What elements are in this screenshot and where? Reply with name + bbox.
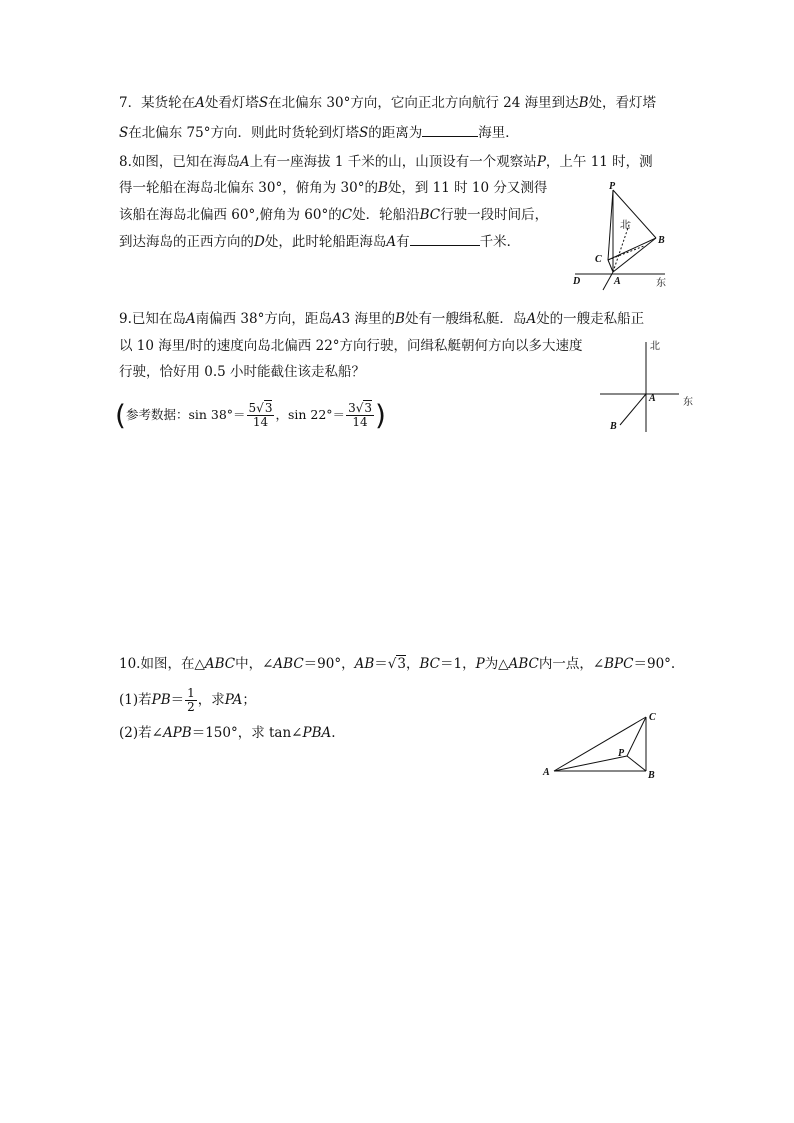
var: BPC [604, 656, 634, 672]
line-south [603, 272, 613, 290]
q7-line-2 [119, 123, 519, 143]
numerator: 1 [187, 686, 195, 700]
var: A [526, 311, 537, 327]
var: S [358, 125, 369, 141]
line-ca [608, 260, 613, 272]
text: 中，∠ [235, 656, 274, 672]
text: 为△ [484, 656, 509, 672]
var: P [536, 154, 546, 170]
label-d: D [573, 276, 581, 287]
text: 在北偏东 75°方向．则此时货轮到灯塔 [128, 125, 359, 141]
denominator: 14 [252, 415, 269, 429]
label-p: P [618, 748, 625, 759]
var: ABC [204, 656, 236, 672]
denominator: 2 [187, 700, 195, 714]
var: A [331, 311, 342, 327]
var: PBA [302, 725, 332, 741]
var: A [239, 154, 250, 170]
text: 千米． [479, 234, 521, 250]
text: ＝150°，求 tan∠ [191, 725, 303, 741]
paren-open: ( [115, 398, 126, 432]
label-east: 东 [656, 278, 666, 289]
var: D [254, 234, 265, 250]
q10-line-3 [119, 723, 336, 743]
label-b: B [610, 421, 617, 432]
var: B [377, 180, 388, 196]
text: 9.已知在岛 [119, 311, 186, 327]
q8-line-1 [119, 152, 653, 172]
text: ，上午 11 时，测 [545, 154, 653, 170]
var: ABC [273, 656, 304, 672]
label-east: 东 [683, 397, 693, 408]
radicand: 3 [397, 656, 406, 672]
var: AB [354, 656, 375, 672]
text: ，求 [197, 692, 225, 708]
text: ，sin 22°＝ [275, 407, 346, 422]
var: S [119, 125, 129, 141]
text: 处看灯塔 [204, 95, 259, 111]
label-c: C [649, 712, 656, 723]
text: 以 10 海里/时的速度向岛北偏西 22°方向行驶，问缉私艇朝何方向以多大速度 [119, 338, 583, 354]
var: PA [224, 692, 243, 708]
text: 7．某货轮在 [119, 95, 196, 111]
fraction [185, 687, 197, 714]
text: 在北偏东 30°方向，它向正北方向航行 24 海里到达 [268, 95, 579, 111]
var: PB [151, 692, 171, 708]
text: 处的一艘走私船正 [536, 311, 645, 327]
text: 处，到 11 时 10 分又测得 [387, 180, 548, 196]
text: 的距离为 [368, 125, 423, 141]
var: BC [419, 656, 440, 672]
sqrt-sign: √ [387, 656, 397, 672]
q8-figure [570, 180, 680, 292]
text: 10.如图，在△ [119, 656, 205, 672]
label-a: A [614, 276, 621, 287]
line-ap [554, 756, 627, 771]
q7-line-1 [119, 93, 656, 113]
paren-close: ) [375, 398, 386, 432]
line-ac [554, 717, 646, 771]
label-c: C [595, 254, 602, 265]
text: 有 [396, 234, 410, 250]
text: ； [242, 692, 256, 708]
label-p: P [609, 181, 616, 192]
line-pc [608, 190, 613, 260]
answer-blank[interactable] [422, 123, 478, 137]
text: 内一点，∠ [538, 656, 605, 672]
q9-figure [594, 337, 704, 437]
text: 海里． [478, 125, 519, 141]
text: 得一轮船在海岛北偏东 30°，俯角为 30°的 [119, 180, 378, 196]
label-a: A [649, 393, 656, 404]
q8-line-2 [119, 178, 547, 198]
label-north: 北 [620, 220, 630, 231]
line-ab [620, 394, 646, 425]
q9-reference-data [115, 398, 386, 432]
var: A [386, 234, 397, 250]
var: B [395, 311, 405, 327]
text: (2)若∠ [119, 725, 163, 741]
text: ＝ [374, 656, 388, 672]
text: ＝90°. [633, 656, 676, 672]
text: 3 海里的 [341, 311, 396, 327]
text: 8.如图，已知在海岛 [119, 154, 240, 170]
text: 行驶，恰好用 0.5 小时能截住该走私船？ [119, 364, 366, 380]
label-b: B [658, 235, 665, 246]
text: 处，看灯塔 [588, 95, 656, 111]
radicand: 3 [264, 401, 273, 415]
q10-line-2 [119, 687, 256, 714]
label-a: A [543, 767, 550, 778]
denominator: 14 [352, 415, 368, 429]
text: ＝ [170, 692, 185, 708]
text: ， [405, 656, 420, 672]
radicand: 3 [364, 401, 372, 415]
coef: 5 [248, 401, 257, 415]
text: 到达海岛的正西方向的 [119, 234, 254, 250]
text: 处，此时轮船距海岛 [264, 234, 387, 250]
text: 上有一座海拔 1 千米的山，山顶设有一个观察站 [249, 154, 537, 170]
text: 该船在海岛北偏西 60°,俯角为 60°的 [119, 207, 342, 223]
text: (1)若 [119, 692, 152, 708]
label-b: B [648, 770, 655, 781]
text: 南偏西 38°方向，距岛 [195, 311, 332, 327]
var: BC [419, 207, 441, 223]
var: ABC [508, 656, 539, 672]
var: A [195, 95, 205, 111]
var: APB [162, 725, 192, 741]
q9-line-3 [119, 362, 365, 382]
q8-line-3 [119, 205, 548, 225]
text: ＝1， [440, 656, 476, 672]
text: 处有一艘缉私艇．岛 [404, 311, 527, 327]
q10-figure [540, 708, 670, 784]
var: P [475, 656, 485, 672]
coef: 3 [348, 401, 356, 415]
var: B [578, 95, 589, 111]
answer-blank[interactable] [410, 232, 480, 246]
q10-line-1 [119, 654, 675, 674]
fraction: $\frac{3√3}{14}$ [348, 401, 372, 429]
text: 行驶一段时间后， [440, 207, 549, 223]
q8-line-4 [119, 232, 520, 252]
q9-line-2 [119, 336, 583, 356]
text: ＝90°， [303, 656, 355, 672]
text: 处．轮船沿 [352, 207, 420, 223]
text: 参考数据：sin 38°＝ [125, 407, 246, 422]
var: A [185, 311, 196, 327]
fraction: $\frac{5√3}{14}$ [248, 401, 273, 429]
var: C [341, 207, 353, 223]
q9-line-1 [119, 309, 644, 329]
line-pb [627, 756, 646, 771]
var: S [258, 95, 269, 111]
label-north: 北 [650, 341, 660, 352]
text: . [331, 725, 336, 741]
